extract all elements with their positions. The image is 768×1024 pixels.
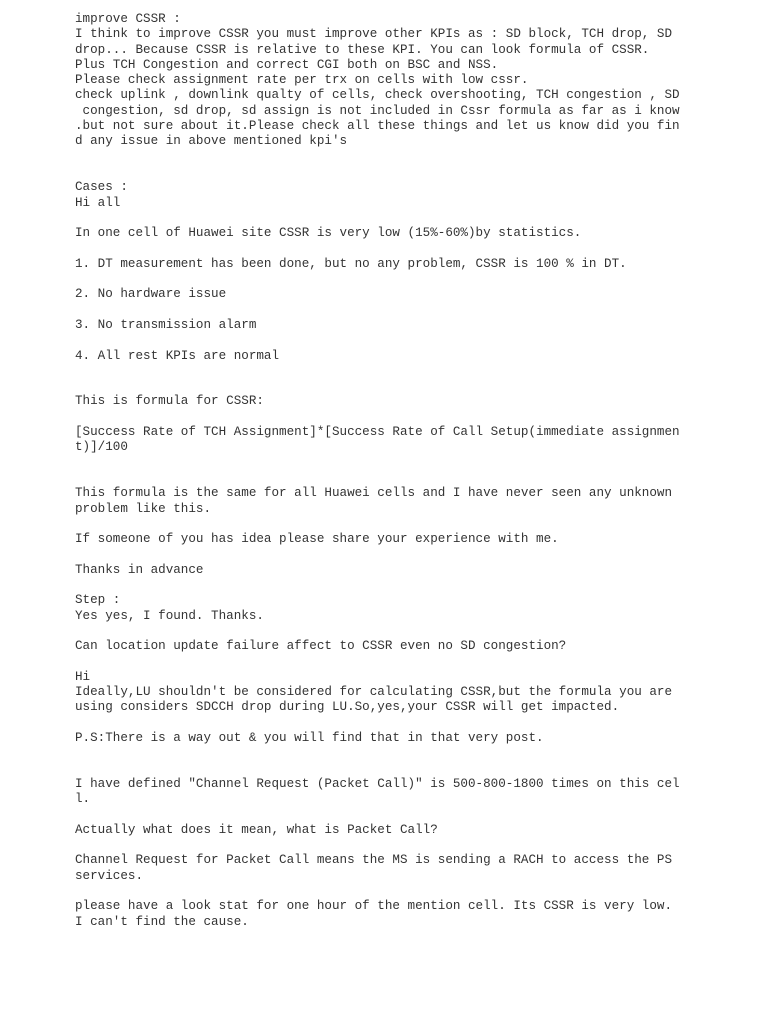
text-line: problem like this. xyxy=(75,501,212,516)
text-line: drop... Because CSSR is relative to these KPI. You can look formula of CSSR. xyxy=(75,42,650,57)
text-line: Please check assignment rate per trx on cells with low cssr. xyxy=(75,73,529,88)
paragraph-gap xyxy=(75,547,755,562)
text-line: This formula is the same for all Huawei cells and I have never seen any unknown xyxy=(75,486,673,501)
text-paragraph xyxy=(75,226,755,241)
document-page xyxy=(75,12,755,930)
text-paragraph xyxy=(75,318,755,333)
text-paragraph xyxy=(75,180,755,211)
text-line: In one cell of Huawei site CSSR is very low (15%-60%)by statistics. xyxy=(75,226,582,241)
text-line: Thanks in advance xyxy=(75,562,204,577)
text-line: I can't find the cause. xyxy=(75,914,249,929)
paragraph-gap xyxy=(75,150,755,181)
text-line: 2. No hardware issue xyxy=(75,287,227,302)
text-paragraph xyxy=(75,853,755,884)
text-line: l. xyxy=(75,792,91,807)
paragraph-gap xyxy=(75,364,755,395)
text-paragraph xyxy=(75,731,755,746)
paragraph-gap xyxy=(75,884,755,899)
text-line: please have a look stat for one hour of the mention cell. Its CSSR is very low. xyxy=(75,899,673,914)
text-paragraph xyxy=(75,12,755,150)
text-paragraph xyxy=(75,287,755,302)
paragraph-gap xyxy=(75,410,755,425)
text-paragraph xyxy=(75,593,755,624)
text-line: 1. DT measurement has been done, but no any problem, CSSR is 100 % in DT. xyxy=(75,256,627,271)
paragraph-gap xyxy=(75,807,755,822)
text-line: Cases : xyxy=(75,180,128,195)
text-line: 3. No transmission alarm xyxy=(75,317,257,332)
paragraph-gap xyxy=(75,333,755,348)
text-line: If someone of you has idea please share your experience with me. xyxy=(75,532,559,547)
paragraph-gap xyxy=(75,624,755,639)
text-line: I think to improve CSSR you must improve other KPIs as : SD block, TCH drop, SD xyxy=(75,27,673,42)
text-line: Channel Request for Packet Call means the MS is sending a RACH to access the PS xyxy=(75,853,673,868)
text-line: Actually what does it mean, what is Packet Call? xyxy=(75,822,438,837)
text-line: improve CSSR : xyxy=(75,12,181,26)
text-paragraph xyxy=(75,823,755,838)
text-line: Ideally,LU shouldn't be considered for calculating CSSR,but the formula you are xyxy=(75,685,673,700)
text-line: check uplink , downlink qualty of cells, check overshooting, TCH congestion , SD xyxy=(75,88,680,103)
text-paragraph xyxy=(75,425,755,456)
paragraph-gap xyxy=(75,716,755,731)
paragraph-gap xyxy=(75,211,755,226)
text-paragraph xyxy=(75,899,755,930)
text-line: 4. All rest KPIs are normal xyxy=(75,348,280,363)
paragraph-gap xyxy=(75,303,755,318)
paragraph-gap xyxy=(75,272,755,287)
text-line: Hi xyxy=(75,669,91,684)
paragraph-gap xyxy=(75,517,755,532)
text-paragraph xyxy=(75,257,755,272)
text-paragraph xyxy=(75,777,755,808)
text-paragraph xyxy=(75,639,755,654)
text-paragraph xyxy=(75,349,755,364)
text-line: Yes yes, I found. Thanks. xyxy=(75,608,264,623)
text-line: This is formula for CSSR: xyxy=(75,394,264,409)
text-paragraph xyxy=(75,532,755,547)
paragraph-gap xyxy=(75,746,755,777)
text-line: services. xyxy=(75,868,144,883)
text-paragraph xyxy=(75,394,755,409)
text-line: d any issue in above mentioned kpi's xyxy=(75,134,348,149)
text-line: t)]/100 xyxy=(75,440,128,455)
paragraph-gap xyxy=(75,654,755,669)
text-paragraph xyxy=(75,486,755,517)
paragraph-gap xyxy=(75,578,755,593)
text-line: Plus TCH Congestion and correct CGI both on BSC and NSS. xyxy=(75,57,499,72)
paragraph-gap xyxy=(75,241,755,256)
text-line: .but not sure about it.Please check all these things and let us know did you fin xyxy=(75,119,680,134)
text-line: Can location update failure affect to CSSR even no SD congestion? xyxy=(75,639,567,654)
text-line: using considers SDCCH drop during LU.So,yes,your CSSR will get impacted. xyxy=(75,700,620,715)
text-line: [Success Rate of TCH Assignment]*[Success Rate of Call Setup(immediate assignmen xyxy=(75,425,680,440)
text-line: Hi all xyxy=(75,195,121,210)
text-paragraph xyxy=(75,563,755,578)
text-line: congestion, sd drop, sd assign is not included in Cssr formula as far as i know xyxy=(75,103,680,118)
text-line: I have defined "Channel Request (Packet Call)" is 500-800-1800 times on this cel xyxy=(75,776,680,791)
text-line: Step : xyxy=(75,593,121,608)
text-paragraph xyxy=(75,670,755,716)
text-line: P.S:There is a way out & you will find that in that very post. xyxy=(75,730,544,745)
paragraph-gap xyxy=(75,456,755,487)
paragraph-gap xyxy=(75,838,755,853)
